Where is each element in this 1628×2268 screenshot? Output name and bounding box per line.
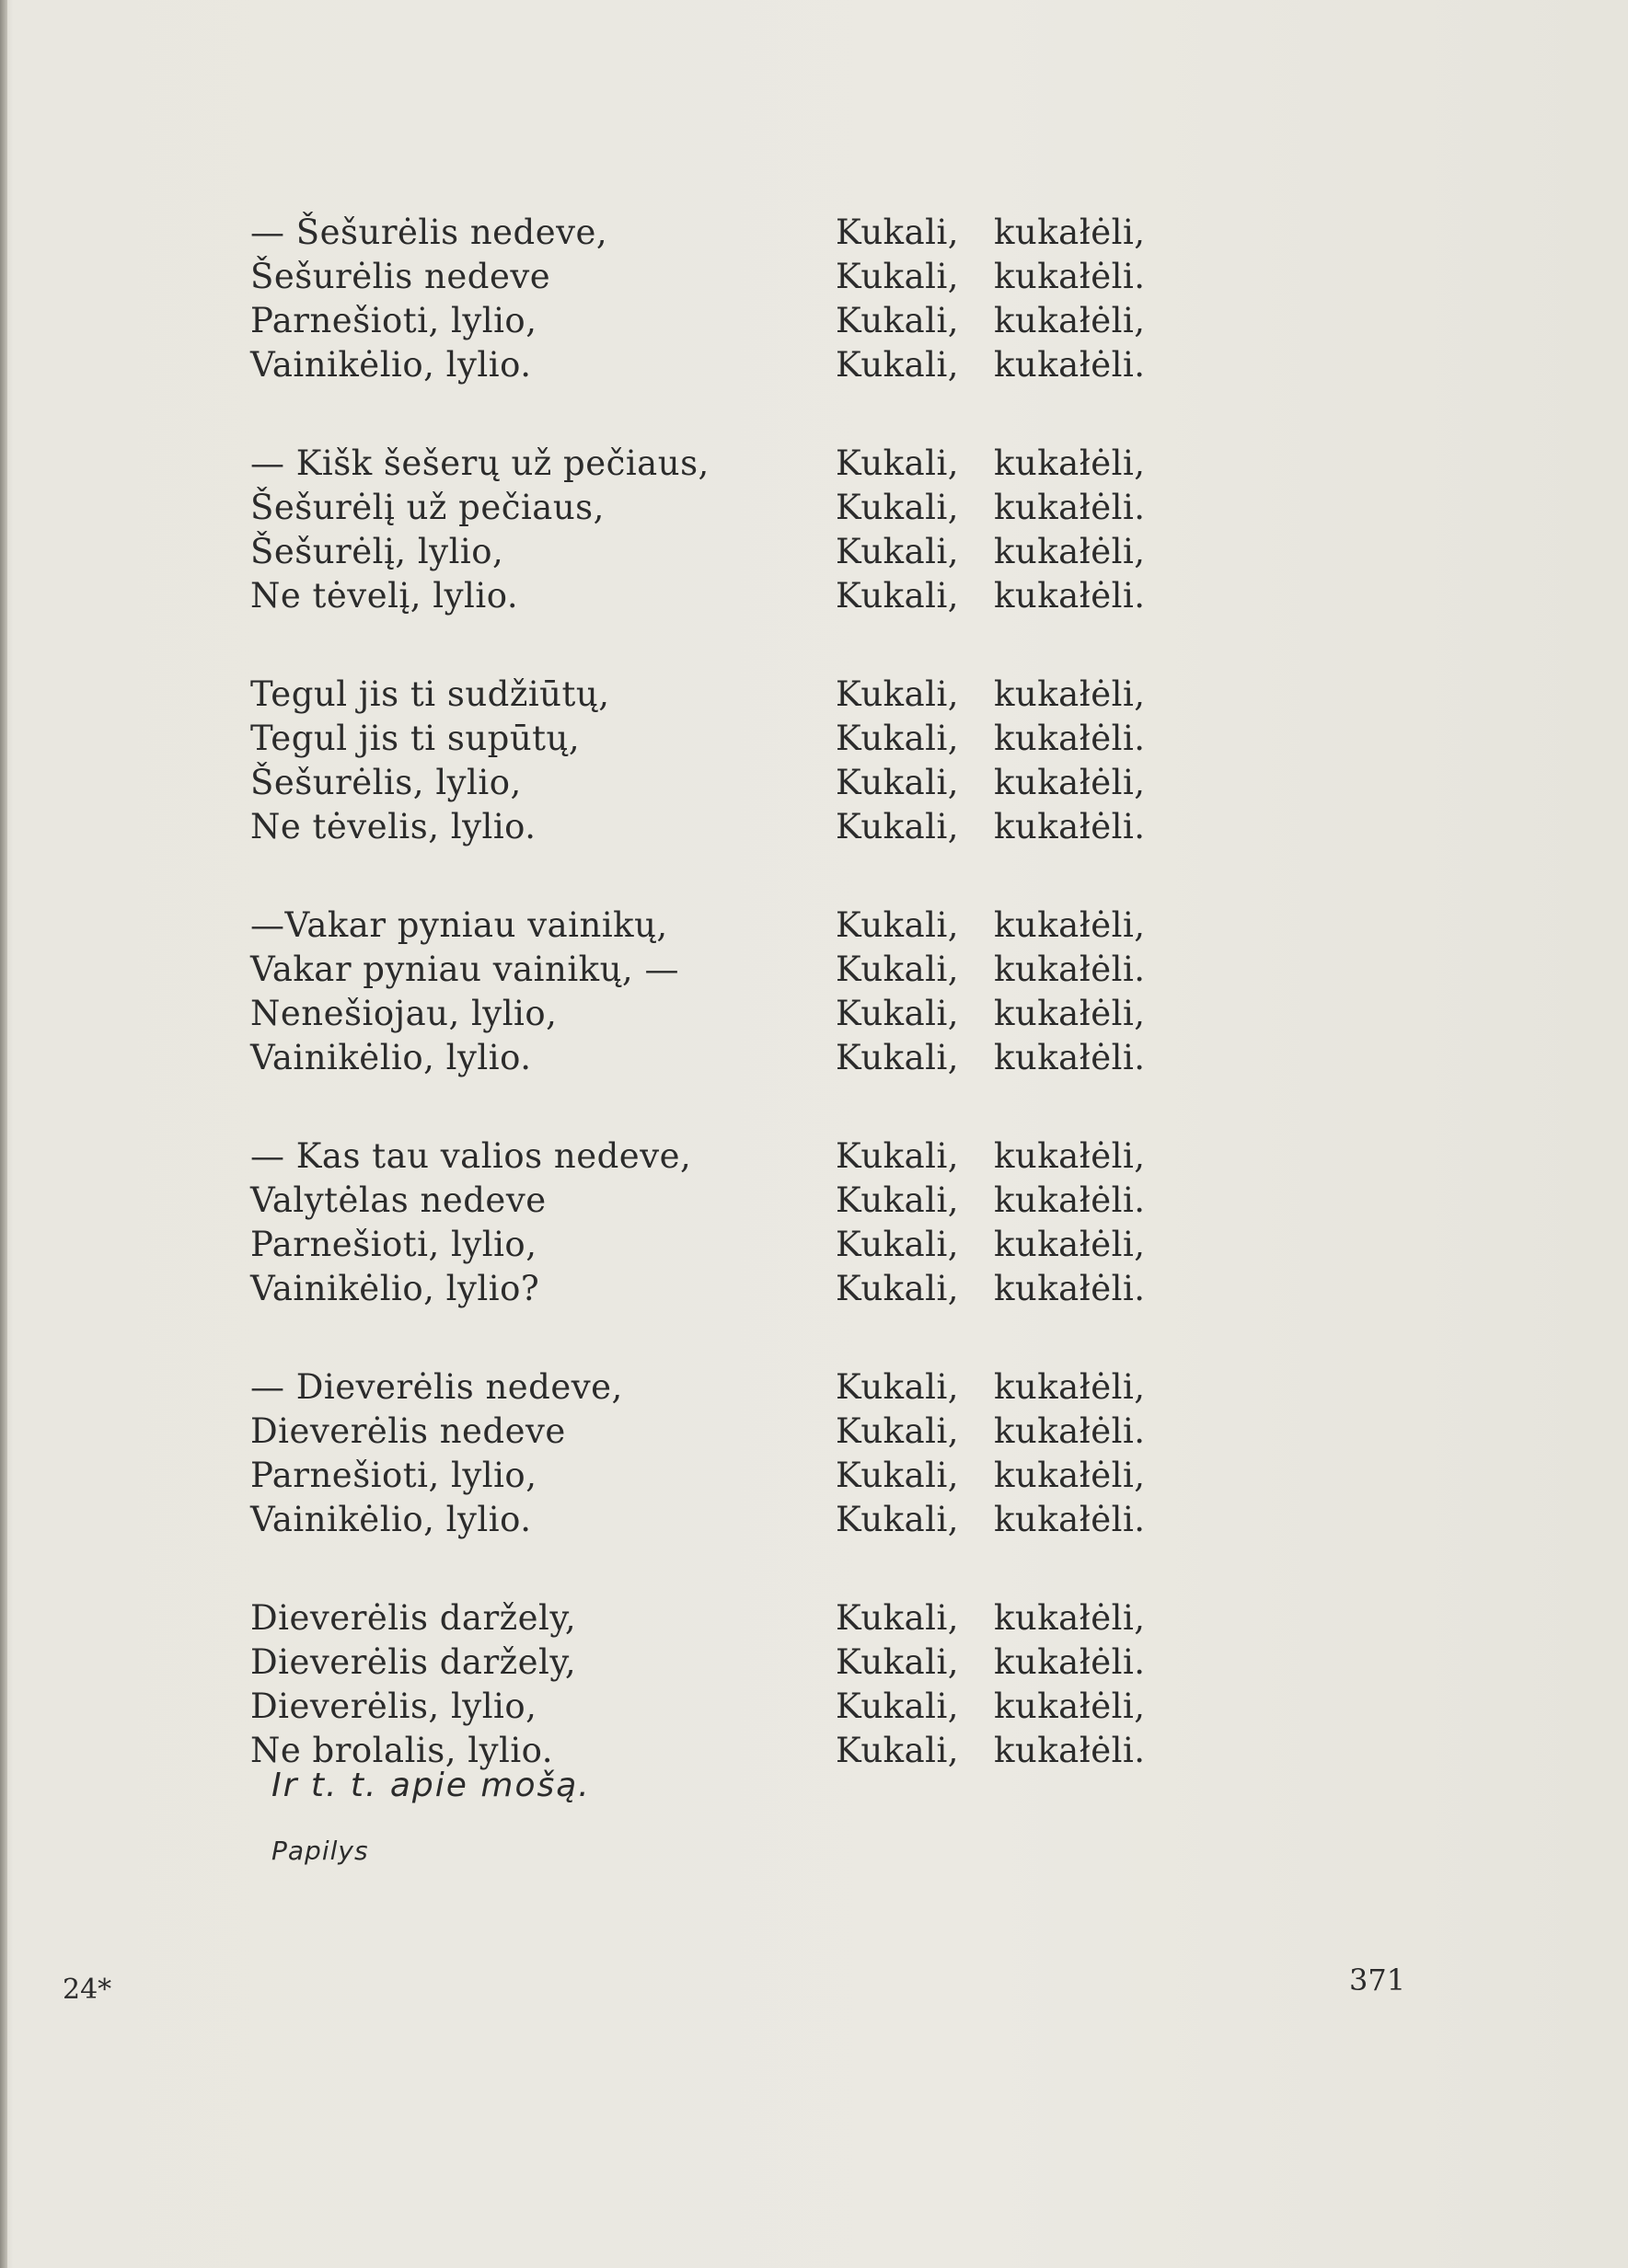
refrain-first: Kukali, <box>836 487 960 527</box>
verse-line <box>250 1178 1189 1222</box>
refrain-second: kukałėli, <box>994 1224 1146 1264</box>
refrain-first: Kukali, <box>836 1224 960 1264</box>
verse-line <box>250 1266 1189 1310</box>
verse-line <box>250 903 1189 947</box>
verse-line <box>250 760 1189 804</box>
verse-text: Parnešioti, lylio, <box>250 1455 537 1495</box>
refrain-second: kukałėli. <box>994 1268 1146 1308</box>
refrain-second: kukałėli, <box>994 993 1146 1033</box>
page-number: 371 <box>1349 1963 1406 1997</box>
verse-text: Vainikėlio, lylio. <box>250 344 532 385</box>
verse-line <box>250 254 1189 298</box>
verse-line <box>250 947 1189 991</box>
stanza <box>250 903 1189 1079</box>
refrain-first: Kukali, <box>836 1037 960 1077</box>
refrain-second: kukałėli, <box>994 212 1146 252</box>
refrain-first: Kukali, <box>836 993 960 1033</box>
verse-text: —Vakar pyniau vainikų, <box>250 904 668 945</box>
refrain-first: Kukali, <box>836 806 960 846</box>
verse-line <box>250 1409 1189 1453</box>
refrain-second: kukałėli. <box>994 575 1146 616</box>
refrain-first: Kukali, <box>836 1366 960 1407</box>
refrain-second: kukałėli, <box>994 300 1146 340</box>
verse-text: Vakar pyniau vainikų, — <box>250 949 679 989</box>
stanza <box>250 210 1189 386</box>
stanza <box>250 441 1189 617</box>
verse-line <box>250 1728 1189 1772</box>
verse-line <box>250 716 1189 760</box>
verse-text: Nenešiojau, lylio, <box>250 993 558 1033</box>
refrain-second: kukałėli, <box>994 1135 1146 1176</box>
refrain-second: kukałėli. <box>994 487 1146 527</box>
verse-text: Parnešioti, lylio, <box>250 1224 537 1264</box>
verse-text: Vainikėlio, lylio. <box>250 1037 532 1077</box>
refrain-second: kukałėli. <box>994 344 1146 385</box>
verse-line <box>250 485 1189 529</box>
refrain-second: kukałėli, <box>994 1597 1146 1638</box>
verse-line <box>250 991 1189 1035</box>
verse-text: — Dieverėlis nedeve, <box>250 1366 623 1407</box>
refrain-first: Kukali, <box>836 949 960 989</box>
refrain-second: kukałėli. <box>994 1641 1146 1682</box>
refrain-first: Kukali, <box>836 344 960 385</box>
refrain-second: kukałėli, <box>994 1686 1146 1726</box>
refrain-second: kukałėli, <box>994 443 1146 483</box>
verse-line <box>250 441 1189 485</box>
verse-line <box>250 1134 1189 1178</box>
refrain-second: kukałėli. <box>994 1037 1146 1077</box>
verse-text: Dieverėlis, lylio, <box>250 1686 537 1726</box>
verse-line <box>250 1640 1189 1684</box>
verse-line <box>250 298 1189 342</box>
verse-text: Tegul jis ti sudžiūtų, <box>250 673 610 714</box>
verse-text: Vainikėlio, lylio. <box>250 1499 532 1539</box>
refrain-first: Kukali, <box>836 718 960 758</box>
place-of-recording: Papilys <box>271 1836 369 1866</box>
stanza <box>250 1134 1189 1310</box>
verse-line <box>250 1364 1189 1409</box>
verse-text: Šešurėlį, lylio, <box>250 531 504 571</box>
refrain-second: kukałėli. <box>994 806 1146 846</box>
verse-text: Dieverėlis daržely, <box>250 1641 577 1682</box>
verse-line <box>250 1497 1189 1541</box>
verse-text: Dieverėlis daržely, <box>250 1597 577 1638</box>
refrain-first: Kukali, <box>836 531 960 571</box>
refrain-first: Kukali, <box>836 1135 960 1176</box>
refrain-first: Kukali, <box>836 300 960 340</box>
verse-line <box>250 1684 1189 1728</box>
verse-line <box>250 342 1189 386</box>
refrain-second: kukałėli. <box>994 1410 1146 1451</box>
verse-line <box>250 573 1189 617</box>
refrain-first: Kukali, <box>836 443 960 483</box>
refrain-second: kukałėli. <box>994 949 1146 989</box>
verse-text: Ne tėvelis, lylio. <box>250 806 537 846</box>
refrain-first: Kukali, <box>836 904 960 945</box>
book-spine-shadow <box>0 0 7 2268</box>
verse-line <box>250 672 1189 716</box>
stanza <box>250 1595 1189 1772</box>
refrain-second: kukałėli, <box>994 1366 1146 1407</box>
refrain-second: kukałėli, <box>994 673 1146 714</box>
refrain-second: kukałėli. <box>994 1730 1146 1770</box>
refrain-second: kukałėli, <box>994 762 1146 802</box>
refrain-first: Kukali, <box>836 1686 960 1726</box>
stanza <box>250 672 1189 848</box>
verse-text: Dieverėlis nedeve <box>250 1410 566 1451</box>
signature-mark: 24* <box>63 1974 112 2006</box>
verse-line <box>250 1222 1189 1266</box>
refrain-second: kukałėli. <box>994 1499 1146 1539</box>
verse-line <box>250 1453 1189 1497</box>
continuation-note: Ir t. t. apie mošą. <box>271 1767 591 1804</box>
refrain-first: Kukali, <box>836 673 960 714</box>
refrain-first: Kukali, <box>836 1597 960 1638</box>
refrain-first: Kukali, <box>836 1410 960 1451</box>
refrain-second: kukałėli, <box>994 1455 1146 1495</box>
refrain-first: Kukali, <box>836 1180 960 1220</box>
verse-line <box>250 529 1189 573</box>
refrain-second: kukałėli, <box>994 904 1146 945</box>
song-verses <box>250 210 1189 1826</box>
refrain-first: Kukali, <box>836 1268 960 1308</box>
verse-text: — Kas tau valios nedeve, <box>250 1135 692 1176</box>
verse-text: Ne tėvelį, lylio. <box>250 575 519 616</box>
verse-text: Šešurėlis nedeve <box>250 256 551 296</box>
verse-text: Šešurėlį už pečiaus, <box>250 487 605 527</box>
refrain-second: kukałėli. <box>994 1180 1146 1220</box>
verse-text: — Kišk šešerų už pečiaus, <box>250 443 710 483</box>
verse-text: Parnešioti, lylio, <box>250 300 537 340</box>
verse-text: Vainikėlio, lylio? <box>250 1268 540 1308</box>
refrain-first: Kukali, <box>836 1499 960 1539</box>
verse-line <box>250 210 1189 254</box>
refrain-first: Kukali, <box>836 1730 960 1770</box>
refrain-first: Kukali, <box>836 212 960 252</box>
verse-line <box>250 1595 1189 1640</box>
refrain-second: kukałėli. <box>994 256 1146 296</box>
refrain-first: Kukali, <box>836 1455 960 1495</box>
verse-text: Valytėlas nedeve <box>250 1180 547 1220</box>
verse-line <box>250 1035 1189 1079</box>
verse-text: Tegul jis ti supūtų, <box>250 718 581 758</box>
verse-text: Ne brolalis, lylio. <box>250 1730 554 1770</box>
verse-line <box>250 804 1189 848</box>
verse-text: Šešurėlis, lylio, <box>250 762 522 802</box>
stanza <box>250 1364 1189 1541</box>
refrain-first: Kukali, <box>836 256 960 296</box>
refrain-second: kukałėli. <box>994 718 1146 758</box>
verse-text: — Šešurėlis nedeve, <box>250 212 608 252</box>
refrain-first: Kukali, <box>836 762 960 802</box>
refrain-first: Kukali, <box>836 1641 960 1682</box>
refrain-first: Kukali, <box>836 575 960 616</box>
refrain-second: kukałėli, <box>994 531 1146 571</box>
